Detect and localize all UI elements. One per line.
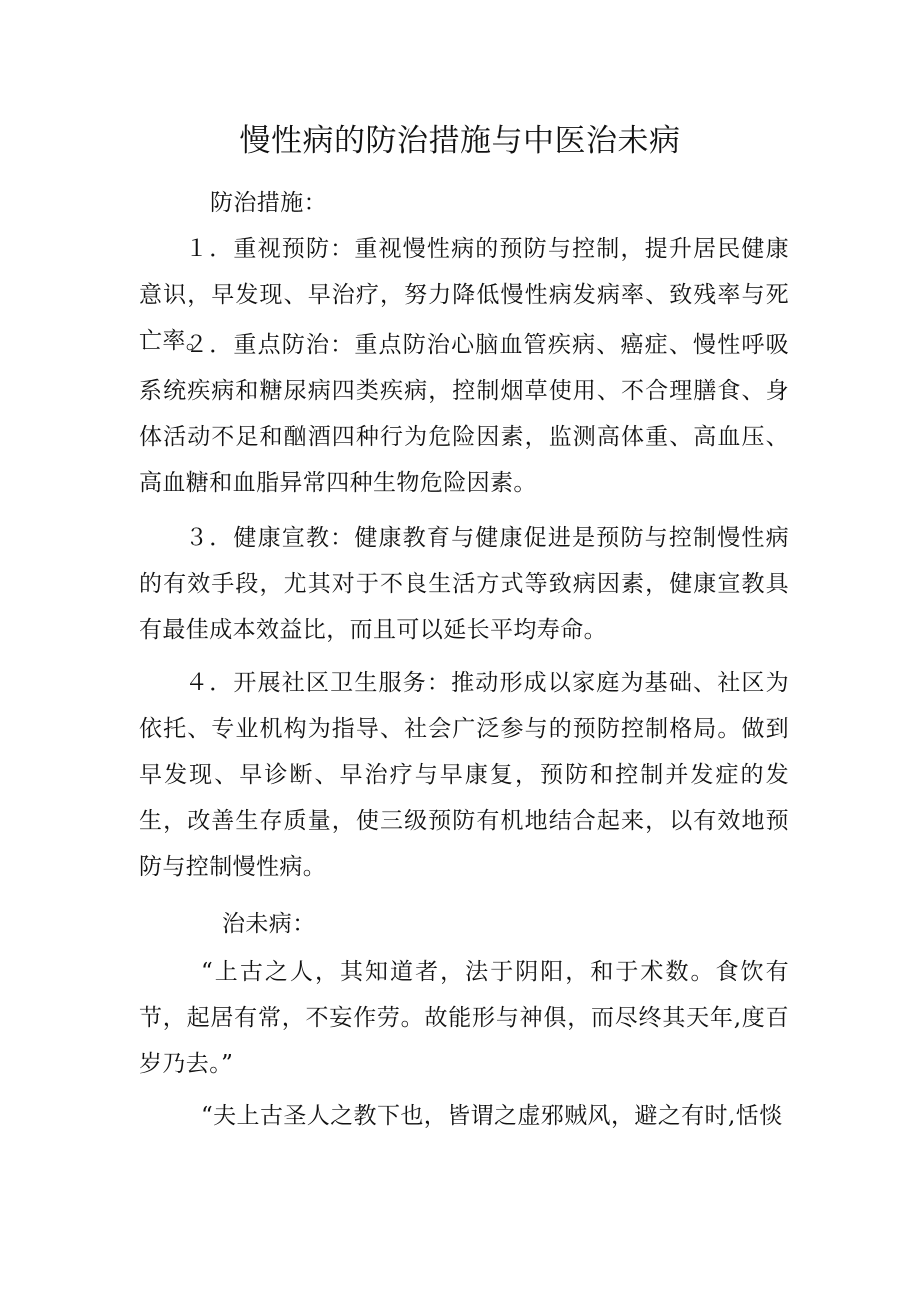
paragraph-item-4: ４．开展社区卫生服务：推动形成以家庭为基础、社区为依托、专业机构为指导、社会广泛参与的预防控制格局。做到早发现、早诊断、早治疗与早康复，预防和控制并发症的发生，改善生存质量，使三级预防有机地结合起来，以有效地预防与控制慢性病。 bbox=[139, 670, 789, 880]
paragraph-item-2: ２．重点防治：重点防治心脑血管疾病、癌症、慢性呼吸系统疾病和糖尿病四类疾病，控制烟草使用、不合理膳食、身体活动不足和酗酒四种行为危险因素，监测高体重、高血压、高血糖和血脂异常四种生物危险因素。 bbox=[139, 332, 789, 496]
paragraph-item-3: ３．健康宣教：健康教育与健康促进是预防与控制慢性病的有效手段，尤其对于不良生活方式等致病因素，健康宣教具有最佳成本效益比，而且可以延长平均寿命。 bbox=[139, 525, 789, 643]
section-heading-prevention: 防治措施： bbox=[210, 190, 327, 216]
paragraph-item-1: １．重视预防：重视慢性病的预防与控制，提升居民健康意识，早发现、早治疗，努力降低慢性病发病率、致残率与死亡率。 bbox=[139, 236, 789, 354]
document-title: 慢性病的防治措施与中医治未病 bbox=[239, 123, 681, 159]
section-heading-zhiweibing: 治未病： bbox=[222, 911, 316, 937]
paragraph-quote-1: “上古之人，其知道者，法于阴阳，和于术数。食饮有节，起居有常，不妄作劳。故能形与神俱，而尽终其天年,度百岁乃去。” bbox=[139, 959, 789, 1077]
paragraph-quote-2: “夫上古圣人之教下也，皆谓之虚邪贼风，避之有时,恬惔 bbox=[201, 1103, 783, 1129]
